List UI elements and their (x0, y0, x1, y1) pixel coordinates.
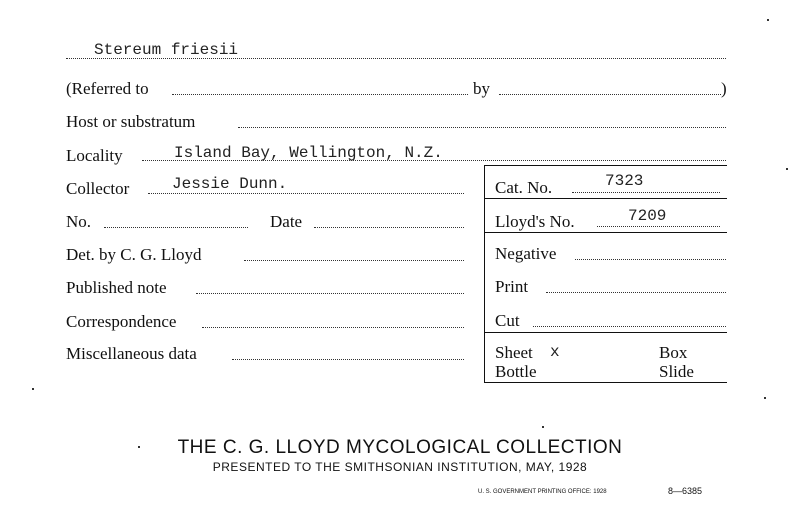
collection-subtitle: PRESENTED TO THE SMITHSONIAN INSTITUTION, MAY, 1928 (212, 460, 588, 474)
date-label: Date (270, 212, 303, 231)
published-note-line (196, 293, 464, 294)
misc-line (232, 359, 464, 360)
collector-value: Jessie Dunn. (172, 175, 288, 193)
print-label: Print (495, 277, 529, 296)
speck-mark (767, 19, 769, 21)
correspondence-line (202, 327, 464, 328)
bottle-label: Bottle (495, 362, 537, 381)
speck-mark (764, 397, 766, 399)
cat-no-value: 7323 (605, 172, 644, 190)
no-line (104, 227, 248, 228)
speck-mark (138, 446, 140, 448)
collector-line (148, 193, 464, 194)
host-line (238, 127, 726, 128)
box-label: Box (659, 343, 688, 362)
date-line (314, 227, 464, 228)
locality-value: Island Bay, Wellington, N.Z. (174, 144, 443, 162)
cut-label: Cut (495, 311, 520, 330)
by-label: by (473, 79, 490, 98)
slide-label: Slide (659, 362, 694, 381)
cat-no-label: Cat. No. (495, 178, 553, 197)
speck-mark (32, 388, 34, 390)
misc-label: Miscellaneous data (66, 344, 197, 363)
cut-line (533, 326, 726, 327)
printing-office-note: U. S. GOVERNMENT PRINTING OFFICE: 1928 (478, 489, 607, 495)
referred-to-line (172, 94, 468, 95)
det-by-label: Det. by C. G. Lloyd (66, 245, 202, 264)
collection-title: THE C. G. LLOYD MYCOLOGICAL COLLECTION (177, 437, 623, 458)
locality-label: Locality (66, 146, 123, 165)
speck-mark (542, 426, 544, 428)
box-bottom-rule (484, 382, 727, 383)
print-line (546, 292, 726, 293)
published-note-label: Published note (66, 278, 167, 297)
no-label: No. (66, 212, 92, 231)
negative-label: Negative (495, 244, 557, 263)
collector-label: Collector (66, 179, 130, 198)
box-rule-catno (484, 198, 727, 199)
box-top-rule (484, 165, 727, 166)
form-number: 8—6385 (668, 486, 703, 496)
locality-line (142, 160, 726, 161)
box-rule-lloyds (484, 232, 727, 233)
lloyds-no-label: Lloyd's No. (495, 212, 575, 231)
speck-mark (786, 168, 788, 170)
det-by-line (244, 260, 464, 261)
cat-no-line (572, 192, 720, 193)
correspondence-label: Correspondence (66, 312, 177, 331)
negative-line (575, 259, 726, 260)
host-label: Host or substratum (66, 112, 196, 131)
close-paren: ) (721, 79, 727, 98)
lloyds-no-line (597, 226, 720, 227)
sheet-label: Sheet (495, 343, 533, 362)
by-line (499, 94, 721, 95)
lloyds-no-value: 7209 (628, 207, 667, 225)
referred-to-label: (Referred to (66, 79, 149, 98)
species-name: Stereum friesii (94, 41, 239, 59)
sheet-mark: x (550, 343, 560, 361)
box-rule-cut (484, 332, 727, 333)
species-line (66, 58, 726, 59)
